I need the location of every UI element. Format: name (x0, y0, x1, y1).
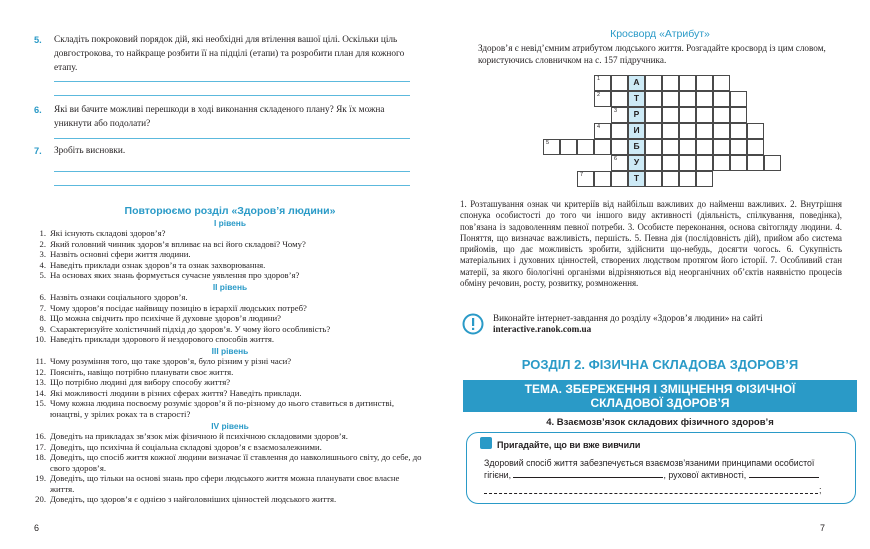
crossword-cell[interactable] (713, 123, 730, 139)
answer-line[interactable] (54, 138, 410, 139)
crossword-cell[interactable] (730, 155, 747, 171)
crossword-cell[interactable] (696, 91, 713, 107)
crossword-cell[interactable] (679, 75, 696, 91)
crossword-key-cell[interactable]: Б (628, 139, 645, 155)
crossword-cell[interactable] (679, 171, 696, 187)
crossword-cell[interactable] (662, 139, 679, 155)
list-item: 14. Які можливості людини в різних сферах життя? Наведіть приклади. (35, 387, 302, 398)
review-list-level-2 (34, 292, 424, 345)
crossword-cell[interactable] (645, 91, 662, 107)
crossword-key-cell[interactable]: Т (628, 171, 645, 187)
crossword-cell[interactable] (679, 139, 696, 155)
level-label: ІІ рівень (212, 282, 248, 292)
list-item: 20. Доведіть, що здоров’я є однією з найголовніших цінностей людського життя. (35, 494, 337, 504)
recall-end-mark: ; (819, 485, 822, 495)
review-list-level-3 (34, 356, 424, 419)
level-label: ІІІ рівень (211, 346, 249, 356)
crossword-cell[interactable] (713, 139, 730, 155)
crossword-cell[interactable] (611, 123, 628, 139)
list-item: 8. Що можна свідчить про психічне й духовне здоров’я людини? (39, 313, 282, 323)
crossword-cell[interactable] (696, 171, 713, 187)
crossword-cell[interactable]: 4 (594, 123, 611, 139)
internet-task-link[interactable]: interactive.ranok.com.ua (493, 324, 592, 334)
crossword-cell[interactable] (713, 107, 730, 123)
theme-line: СКЛАДОВОЇ ЗДОРОВ’Я (590, 396, 730, 410)
crossword-cell[interactable] (662, 123, 679, 139)
crossword-cell[interactable] (662, 91, 679, 107)
crossword-cell[interactable] (662, 107, 679, 123)
list-item: 6. Назвіть ознаки соціального здоров’я. (39, 292, 188, 302)
review-list-level-1 (34, 228, 424, 281)
list-item: 12. Поясніть, навіщо потрібно планувати своє життя. (35, 366, 234, 377)
crossword-key-cell[interactable]: Р (628, 107, 645, 123)
list-item: 19. Доведіть, що тільки на основі знань про сфери людського життя можна планувати своє власне життя. (35, 473, 400, 494)
list-item: 17. Доведіть, що психічна й соціальна складові здоров’я є взаємозалежними. (35, 441, 322, 452)
crossword-cell[interactable] (730, 139, 747, 155)
crossword-cell[interactable] (764, 155, 781, 171)
crossword-cell[interactable] (594, 139, 611, 155)
crossword-cell[interactable] (662, 75, 679, 91)
crossword-cell[interactable] (713, 75, 730, 91)
crossword-cell[interactable] (696, 155, 713, 171)
question-7 (34, 144, 414, 158)
crossword-cell[interactable] (662, 155, 679, 171)
crossword-cell[interactable] (645, 139, 662, 155)
question-text: Складіть покроковий порядок дій, які необхідні для втілення вашої цілі. Оскільки ціль довгострокова, то найкраще розбити її на підцілі (етапи) та розробити план для кожного етапу. (54, 35, 405, 73)
review-list-level-4 (34, 431, 424, 505)
question-5 (34, 33, 414, 75)
crossword-cell[interactable] (679, 91, 696, 107)
list-item: 16. Доведіть на прикладах зв’язок між фізичною й психічною складовими здоров’я. (35, 431, 348, 441)
crossword-cell[interactable] (645, 123, 662, 139)
page-number: 7 (820, 523, 826, 533)
list-item: 10. Наведіть приклади здорового й нездорового способів життя. (35, 334, 275, 344)
crossword-cell[interactable] (730, 107, 747, 123)
answer-line[interactable] (54, 171, 410, 172)
crossword-cell[interactable] (645, 107, 662, 123)
list-item: 13. Що потрібно людині для вибору способу життя? (35, 377, 231, 387)
crossword-cell[interactable] (594, 171, 611, 187)
crossword-cell[interactable] (679, 155, 696, 171)
answer-line[interactable] (54, 81, 410, 82)
crossword-cell[interactable]: 3 (611, 107, 628, 123)
box-marker-icon (480, 437, 492, 449)
fill-blank[interactable] (749, 469, 819, 478)
crossword-cell[interactable] (611, 139, 628, 155)
crossword-cell[interactable] (730, 123, 747, 139)
crossword-cell[interactable] (679, 107, 696, 123)
recall-text-part: Здоровий спосіб життя забезпечується взаємозв’язаними принципами особистої гігієни, (484, 458, 815, 480)
crossword-cell[interactable]: 7 (577, 171, 594, 187)
list-item: 9. Схарактеризуйте холістичний підхід до здоров’я. У чому його особливість? (39, 323, 331, 334)
review-title: Повторюємо розділ «Здоров’я людини» (124, 205, 336, 217)
crossword-key-cell[interactable]: И (628, 123, 645, 139)
crossword-cell[interactable] (730, 91, 747, 107)
question-text: Які ви бачите можливі перешкоди в ході виконання складеного плану? Як їх можна уникнути або подолати? (54, 105, 385, 129)
crossword-cell[interactable] (747, 123, 764, 139)
list-item: 5. На основах яких знань формується сучасне уявлення про здоров’я? (39, 270, 300, 280)
level-label: І рівень (214, 218, 246, 228)
crossword-cell[interactable] (645, 155, 662, 171)
crossword-cell[interactable]: 1 (594, 75, 611, 91)
crossword-clues: 1. Розташування ознак чи критеріїв від найбільш важливих до найменш важливих. 2. Внутрішня спонука особистості до того чи іншого виду активності (діяльність, спілкування, поведінка), пов’язана із задоволенням певної потреби. 3. Особисте переконання, основа світогляду людини. 4. Поняття, що визначає важливість, першість. 5. Певна дія (послідовність дій), прийом або система прийомів, що дає можливість зробити, здійснити що-небудь, досягти чогось. 6. Сукупність матеріальних і духовних цінностей, створених людством протягом його історії. 7. Особливий стан матерії, за якого біологічні організми відрізняються від неорганічних об’єктів наявністю процесів обміну речовин, росту, розвитку, розмноження. (460, 199, 842, 289)
question-number: 5. (34, 35, 42, 45)
recall-text-part: , рухової активності, (663, 470, 747, 480)
crossword-cell[interactable] (696, 107, 713, 123)
crossword-cell[interactable] (611, 91, 628, 107)
crossword-cell[interactable] (611, 171, 628, 187)
info-icon (462, 313, 484, 335)
crossword-cell[interactable] (662, 171, 679, 187)
crossword-cell[interactable] (611, 75, 628, 91)
crossword-cell[interactable] (645, 75, 662, 91)
crossword-cell[interactable]: 6 (611, 155, 628, 171)
theme-banner (463, 380, 857, 412)
question-number: 7. (34, 146, 42, 156)
crossword-cell[interactable] (645, 171, 662, 187)
level-label: IV рівень (211, 421, 249, 431)
crossword-cell[interactable] (696, 75, 713, 91)
crossword-cell[interactable] (679, 123, 696, 139)
crossword-intro: Здоров’я є невід’ємним атрибутом людського життя. Розгадайте кросворд із цим словом, користуючись словничком на с. 157 підручника. (478, 43, 826, 65)
crossword-cell[interactable] (747, 139, 764, 155)
crossword-cell[interactable] (696, 123, 713, 139)
question-text: Зробіть висновки. (54, 146, 126, 156)
fill-blank[interactable] (513, 469, 663, 478)
question-number: 6. (34, 105, 42, 115)
internet-task-text: Виконайте інтернет-завдання до розділу «Здоров’я людини» на сайті (493, 313, 763, 323)
crossword-key-cell[interactable]: У (628, 155, 645, 171)
list-item: 3. Назвіть основні сфери життя людини. (39, 249, 191, 259)
crossword-cell[interactable] (696, 139, 713, 155)
theme-line: ТЕМА. ЗБЕРЕЖЕННЯ І ЗМІЦНЕННЯ ФІЗИЧНОЇ (524, 382, 796, 396)
answer-line[interactable] (54, 185, 410, 186)
crossword-key-cell[interactable]: А (628, 75, 645, 91)
question-6 (34, 103, 414, 131)
list-item: 11. Чому розуміння того, що таке здоров’я, було різним у різні часи? (35, 356, 292, 366)
crossword-cell[interactable] (560, 139, 577, 155)
crossword-cell[interactable] (713, 91, 730, 107)
crossword-cell[interactable] (713, 155, 730, 171)
crossword-cell[interactable] (747, 155, 764, 171)
crossword-title: Кросворд «Атрибут» (610, 28, 710, 40)
fill-blank[interactable] (484, 493, 818, 494)
list-item: 2. Який головний чинник здоров’я впливає на всі його складові? Чому? (39, 238, 306, 249)
list-item: 4. Наведіть приклади ознак здоров’я та ознак захворювання. (39, 259, 266, 270)
list-item: 7. Чому здоров’я посідає найвищу позицію в ієрархії людських потреб? (39, 302, 307, 313)
crossword-cell[interactable]: 5 (543, 139, 560, 155)
list-item: 18. Доведіть, що спосіб життя кожної людини визначає її ставлення до навколишнього світу, до себе, до свого здоров’я. (35, 452, 422, 473)
recall-heading: Пригадайте, що ви вже вивчили (497, 440, 641, 450)
recall-text (484, 457, 834, 481)
list-item: 15. Чому кожна людина посвоєму розуміє здоров’я й по-різному до нього ставиться в дитинстві, юнацтві, у зрілих роках та в старості? (35, 398, 395, 419)
list-item: 1. Які існують складові здоров’я? (39, 228, 166, 238)
answer-line[interactable] (54, 95, 410, 96)
crossword-cell[interactable] (577, 139, 594, 155)
crossword-key-cell[interactable]: Т (628, 91, 645, 107)
crossword-cell[interactable]: 2 (594, 91, 611, 107)
page-number: 6 (34, 523, 40, 533)
section-title: РОЗДІЛ 2. ФІЗИЧНА СКЛАДОВА ЗДОРОВ’Я (521, 357, 799, 372)
lesson-title: 4. Взаємозв’язок складових фізичного здоров’я (546, 417, 774, 428)
